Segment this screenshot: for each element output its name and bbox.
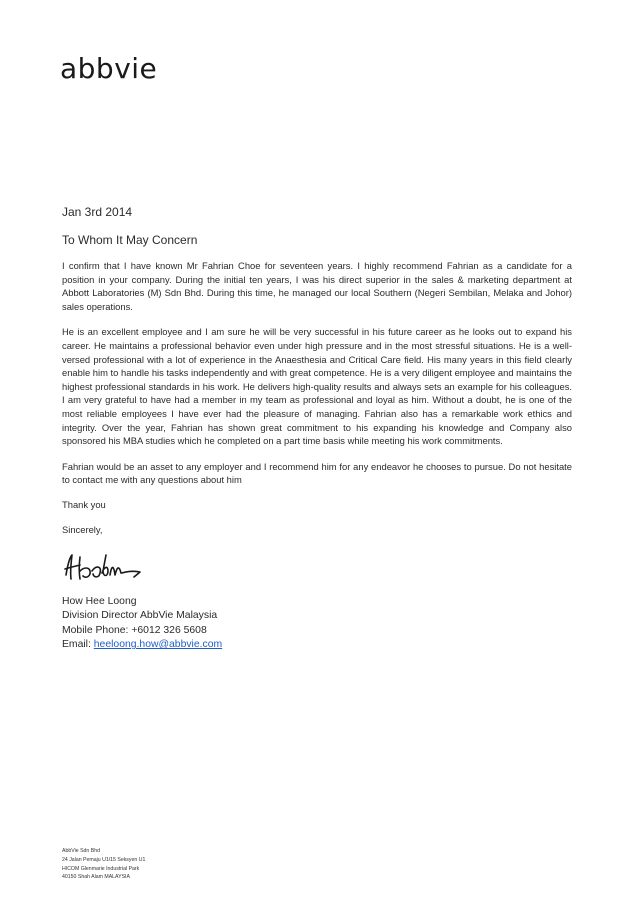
paragraph-intro: I confirm that I have known Mr Fahrian Choe for seventeen years. I highly recommend Fahrian as a candidate for a position in your company. During the initial ten years, I was his direct superior in the sales & marketing department at Abbott Laboratories (M) Sdn Bhd. During this time, he managed our local Southern (Negeri Sembilan, Melaka and Johor) sales operations. [62, 260, 572, 312]
footer-line: HICOM Glenmarie Industrial Park [62, 865, 140, 872]
signoff-line: Sincerely, [62, 523, 103, 535]
paragraph-assessment: He is an excellent employee and I am sure he will be very successful in his future career as he looks out to expand his career. He maintains a professional behavior even under high pressure and in the most stressful situations. He is a well-versed professional with a lot of experience in the Anaesthesia and Critical Care field. His many years in this field clearly enable him to handle his tasks independently and with great competence. He is a very diligent employee and maintains the highest professional standards in his work. He delivers high-quality results and always sets an example for his colleagues. I am very grateful to have had a member in my team as professional and loyal as him. Without a doubt, he is one of the most reliable employees I have ever had the pleasure of managing. Fahrian also has a remarkable work ethics and integrity. Over the year, Fahrian has shown great commitment to his expanding his knowledge and Company also sponsored his MBA studies which he completed on a part time basis while meeting his work commitments. [62, 326, 572, 447]
footer-line: AbbVie Sdn Bhd [62, 848, 100, 854]
footer-line: 40150 Shah Alam MALAYSIA [62, 874, 130, 881]
signer-name: How Hee Loong [62, 595, 137, 607]
letter-body [62, 205, 572, 653]
signer-email-row [62, 638, 572, 653]
email-label: Email: [62, 639, 94, 651]
thanks-line: Thank you [62, 498, 106, 510]
signer-title: Division Director AbbVie Malaysia [62, 610, 218, 622]
paragraph-recommendation: Fahrian would be an asset to any employer and I recommend him for any endeavor he chooses to pursue. Do not hesitate to contact me with any questions about him [62, 460, 572, 486]
letter-date: Jan 3rd 2014 [62, 205, 133, 219]
handwritten-signature [62, 549, 152, 583]
email-link[interactable]: heeloong.how@abbvie.com [93, 639, 223, 651]
signer-phone: Mobile Phone: +6012 326 5608 [62, 624, 207, 636]
salutation: To Whom It May Concern [62, 233, 198, 247]
footer-line: 24 Jalan Pemaju U1/15 Seksyen U1 [62, 856, 146, 863]
company-logo: abbvie [60, 52, 158, 85]
signature-block [62, 595, 572, 653]
company-address-footer [62, 847, 145, 882]
